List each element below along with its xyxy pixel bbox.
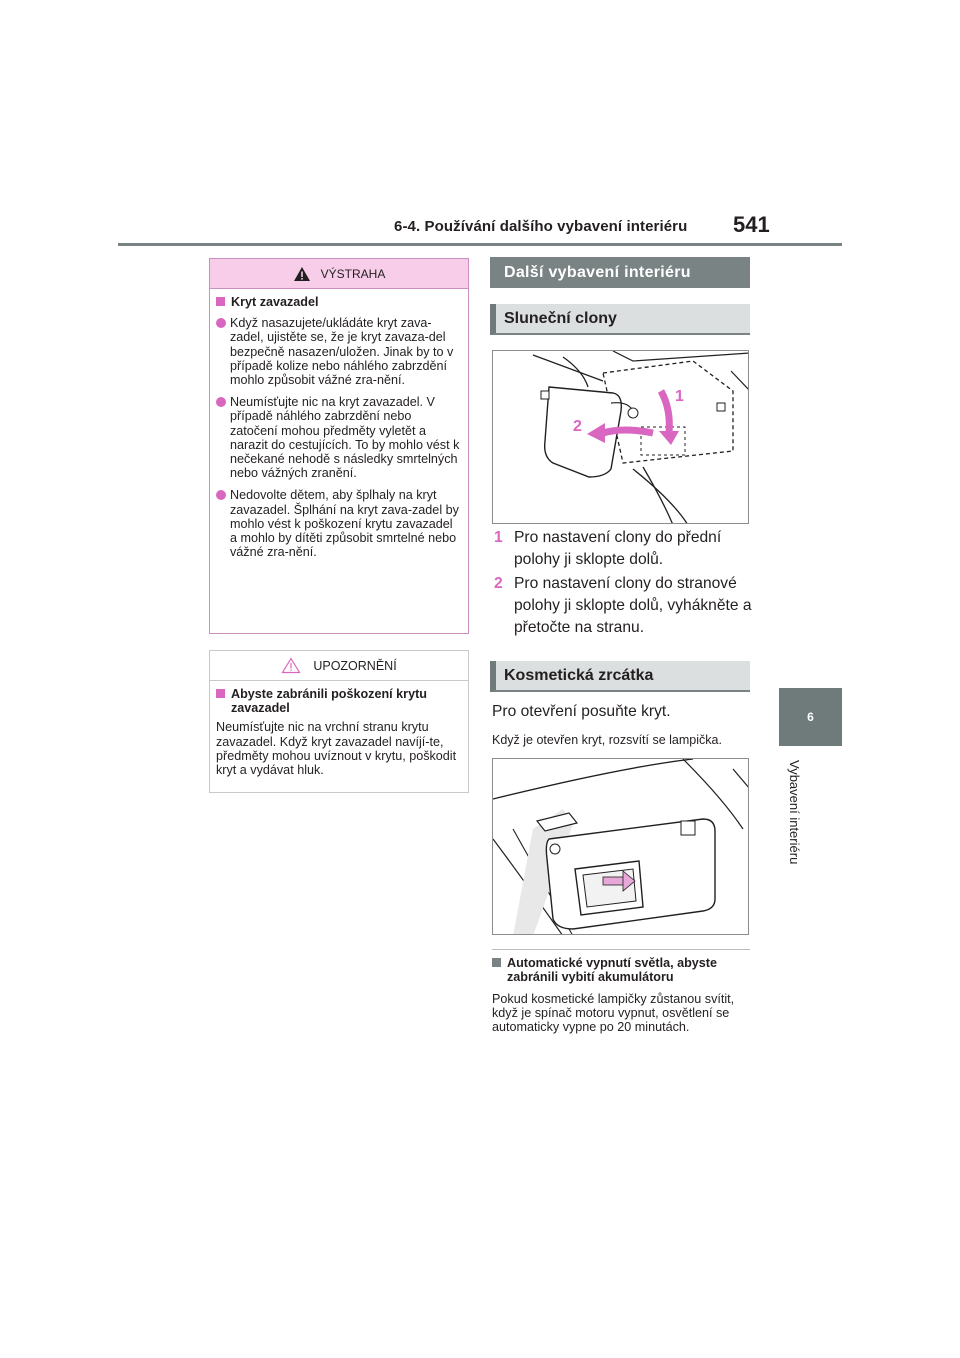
warning-triangle-icon [293, 266, 311, 282]
caution-title: UPOZORNĚNÍ [313, 658, 397, 673]
square-bullet-icon [216, 297, 225, 306]
caution-triangle-icon [281, 657, 301, 674]
mirrors-note: Když je otevřen kryt, rozsvítí se lampička. [492, 733, 722, 747]
chapter-side-label [786, 760, 802, 960]
warning-bullet: Nedovolte dětem, aby šplhaly na kryt zavazadel. Šplhání na kryt zava-zadel by mohlo vést k poškození krytu zavazadel a mohlo by dítěti způsobit smrtelné nebo vážné zra-nění. [216, 488, 462, 559]
warning-bullet: Neumísťujte nic na kryt zavazadel. V případě náhlého zabrzdění nebo zatočení mohou předměty vyletět a narazit do cestujících. To by mohlo vést k nečekané nehodě s následky smrtelných nebo vážných zranění. [216, 395, 462, 480]
mirrors-text: Pokud kosmetické lampičky zůstanou svítit, když je spínač motoru vypnut, osvětlení se automaticky vypne po 20 minutách. [492, 992, 735, 1035]
bullet-dot-icon [216, 318, 226, 328]
page-number: 541 [733, 212, 770, 237]
mirrors-subhead: Automatické vypnutí světla, abyste zabránili vybití akumulátoru [492, 956, 754, 984]
section-title: Další vybavení interiéru [490, 257, 750, 288]
vanity-mirror-illustration [493, 759, 749, 935]
square-bullet-icon [216, 689, 225, 698]
step-number: 2 [494, 575, 503, 592]
warning-header [210, 259, 468, 289]
mirrors-intro: Pro otevření posuňte kryt. [492, 703, 671, 720]
chapter-tab: 6 [779, 688, 842, 746]
figure-label-1: 1 [675, 388, 684, 405]
caution-header [210, 651, 468, 681]
caution-text: Neumísťujte nic na vrchní stranu krytu zavazadel. Když kryt zavazadel navíjí-te, předměty mohou uvíznout v krytu, poškodit kryt a vydávat hluk. [216, 720, 457, 778]
warning-bullet: Když nasazujete/ukládáte kryt zava-zadel, ujistěte se, že je kryt zavaza-del bezpečně nasazen/uložen. Jinak by to v případě kolize nebo náhlého zabrzdění mohlo způsobit vážné zra-nění. [216, 316, 462, 387]
warning-body [210, 289, 468, 559]
running-header: 6-4. Používání dalšího vybavení interiéru [394, 218, 688, 235]
bullet-dot-icon [216, 490, 226, 500]
bullet-dot-icon [216, 397, 226, 407]
step-number: 1 [494, 529, 503, 546]
header-rule [118, 243, 842, 246]
square-bullet-icon [492, 958, 501, 967]
caution-box [209, 650, 469, 793]
figure-label-2: 2 [573, 418, 582, 435]
sun-visor-figure [492, 350, 749, 524]
chapter-title: Vybavení interiéru [787, 760, 802, 865]
caution-subhead: Abyste zabránili poškození krytu zavazadel [216, 687, 462, 715]
sun-visor-illustration [493, 351, 749, 524]
sun-visors-title: Sluneční clony [490, 304, 750, 335]
caution-body [210, 681, 468, 777]
step-text: Pro nastavení clony do stranové polohy ji sklopte dolů, vyhákněte a přetočte na stranu. [514, 575, 752, 636]
warning-box [209, 258, 469, 634]
step-item [494, 573, 754, 639]
vanity-mirror-figure [492, 758, 749, 935]
step-item [494, 527, 754, 571]
warning-subhead: Kryt zavazadel [216, 295, 462, 309]
section-divider [492, 949, 750, 950]
warning-title: VÝSTRAHA [320, 266, 386, 281]
step-text: Pro nastavení clony do přední polohy ji sklopte dolů. [514, 529, 722, 568]
mirrors-title: Kosmetická zrcátka [490, 661, 750, 692]
